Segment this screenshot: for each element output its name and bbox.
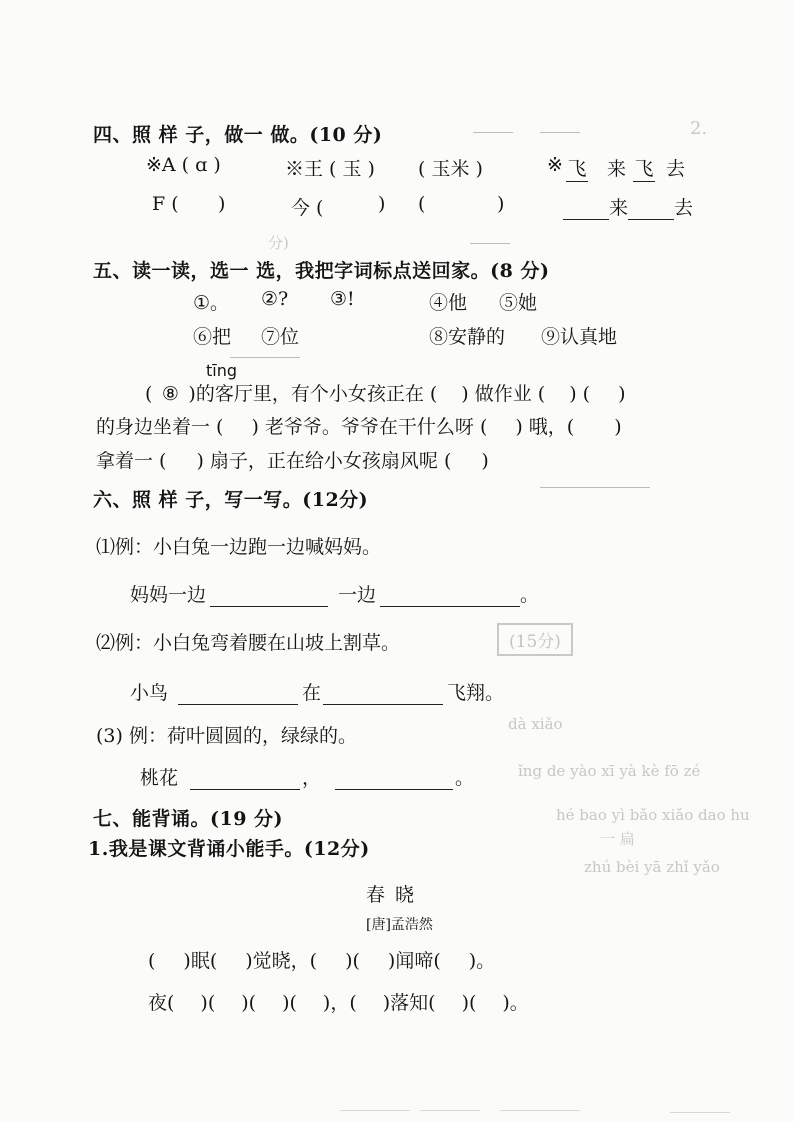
s4-blank-jin-open: 今 ( <box>291 197 324 219</box>
s4-blank-3-open: ( <box>418 193 426 215</box>
s5-option: ④他 <box>429 292 468 314</box>
section-5-title: 五、读一读，选一 选，我把字词标点送回家。(8 分) <box>93 260 550 282</box>
bleed-through-line <box>473 132 513 133</box>
s4-example-char-3: 飞 <box>633 154 655 182</box>
s6-answer-1: 妈妈一边 一边 。 <box>130 584 540 606</box>
s5-passage-line-1: ( ⑧ )的客厅里，有个小女孩正在 ( ) 做作业 ( ) ( ) <box>145 383 626 405</box>
s6-answer-3: 桃花 ， 。 <box>140 767 475 789</box>
s4-example-3: ( 玉米 ) <box>418 158 483 180</box>
bleed-through-text: ǐng de yào xī yà kè fō zé <box>518 762 701 780</box>
section-4-title: 四、照 样 子，做一 做。(10 分) <box>93 124 383 146</box>
s5-option: ①。 <box>193 292 230 314</box>
scan-edge-mark <box>420 1110 480 1111</box>
blank-line[interactable] <box>380 586 520 607</box>
scan-edge-mark <box>340 1110 410 1111</box>
bleed-through-text: hé bao yì bǎo xiǎo dao hu <box>556 806 750 824</box>
s5-option: ⑦位 <box>261 326 300 348</box>
s4-blank-f-open: F ( <box>152 193 179 215</box>
blank-line[interactable] <box>210 586 328 607</box>
s5-option: ②? <box>261 288 289 310</box>
s5-option: ⑨认真地 <box>541 326 618 348</box>
s4-example-char-4: 去 <box>666 158 686 180</box>
bleed-through-text: 分) <box>268 234 289 252</box>
s4-example-1: ※A ( ɑ ) <box>146 154 221 176</box>
s5-option: ⑤她 <box>499 292 538 314</box>
bleed-through-text: dà xiǎo <box>508 715 563 733</box>
bleed-through-line <box>540 132 580 133</box>
bleed-through-line <box>470 243 510 244</box>
s4-answer-line: 来 去 <box>563 193 693 220</box>
blank-line[interactable] <box>190 769 300 790</box>
s4-blank-jin-close: ) <box>378 193 386 215</box>
bleed-through-text: 一 扁 <box>600 830 635 848</box>
blank-line[interactable] <box>563 199 609 220</box>
s4-example-char-2: 来 <box>607 158 627 180</box>
s6-example-3: (3) 例：荷叶圆圆的，绿绿的。 <box>96 725 357 747</box>
s4-example-char-1: 飞 <box>566 154 588 182</box>
s4-blank-f-close: ) <box>218 193 226 215</box>
s5-passage-line-3: 拿着一 ( ) 扇子，正在给小女孩扇风呢 ( ) <box>96 450 489 472</box>
scan-edge-mark <box>670 1112 730 1113</box>
bleed-through-text: zhú bèi yā zhǐ yǎo <box>584 858 720 876</box>
bleed-through-text: 2. <box>690 118 708 139</box>
s6-example-1: ⑴例：小白兔一边跑一边喊妈妈。 <box>96 536 382 558</box>
section-6-title: 六、照 样 子，写一写。(12分) <box>93 489 369 511</box>
poem-title: 春 晓 <box>366 884 417 906</box>
s7-subtitle: 1.我是课文背诵小能手。(12分) <box>88 838 370 860</box>
s4-example-2: ※王 ( 玉 ) <box>285 158 375 180</box>
blank-line[interactable] <box>323 684 443 705</box>
blank-line[interactable] <box>628 199 674 220</box>
blank-line[interactable] <box>335 769 453 790</box>
bleed-through-line <box>540 487 650 488</box>
section-7-title: 七、能背诵。(19 分) <box>93 808 284 830</box>
s5-option: ③! <box>330 288 355 310</box>
poem-line-1: ( )眠( )觉晓，( )( )闻啼( )。 <box>148 950 496 972</box>
bleed-through-stamp: (15分) <box>497 623 573 656</box>
s6-example-2: ⑵例：小白兔弯着腰在山坡上割草。 <box>96 632 401 654</box>
scan-edge-mark <box>500 1110 580 1111</box>
s5-option: ⑧安静的 <box>429 326 506 348</box>
blank-line[interactable] <box>178 684 298 705</box>
bleed-through-line <box>230 357 300 358</box>
s5-blank-answer[interactable]: ⑧ <box>161 383 179 405</box>
poem-author: [唐]孟浩然 <box>366 917 433 933</box>
s5-passage-line-2: 的身边坐着一 ( ) 老爷爷。爷爷在干什么呀 ( ) 哦，( ) <box>96 416 622 438</box>
s4-blank-3-close: ) <box>497 193 505 215</box>
s4-example-4-mark: ※ <box>547 154 563 176</box>
pinyin-ting: tīng <box>206 361 238 380</box>
s5-option: ⑥把 <box>193 326 232 348</box>
poem-line-2: 夜( )( )( )( )，( )落知( )( )。 <box>148 992 529 1014</box>
s6-answer-2: 小鸟 在 飞翔。 <box>130 682 505 704</box>
